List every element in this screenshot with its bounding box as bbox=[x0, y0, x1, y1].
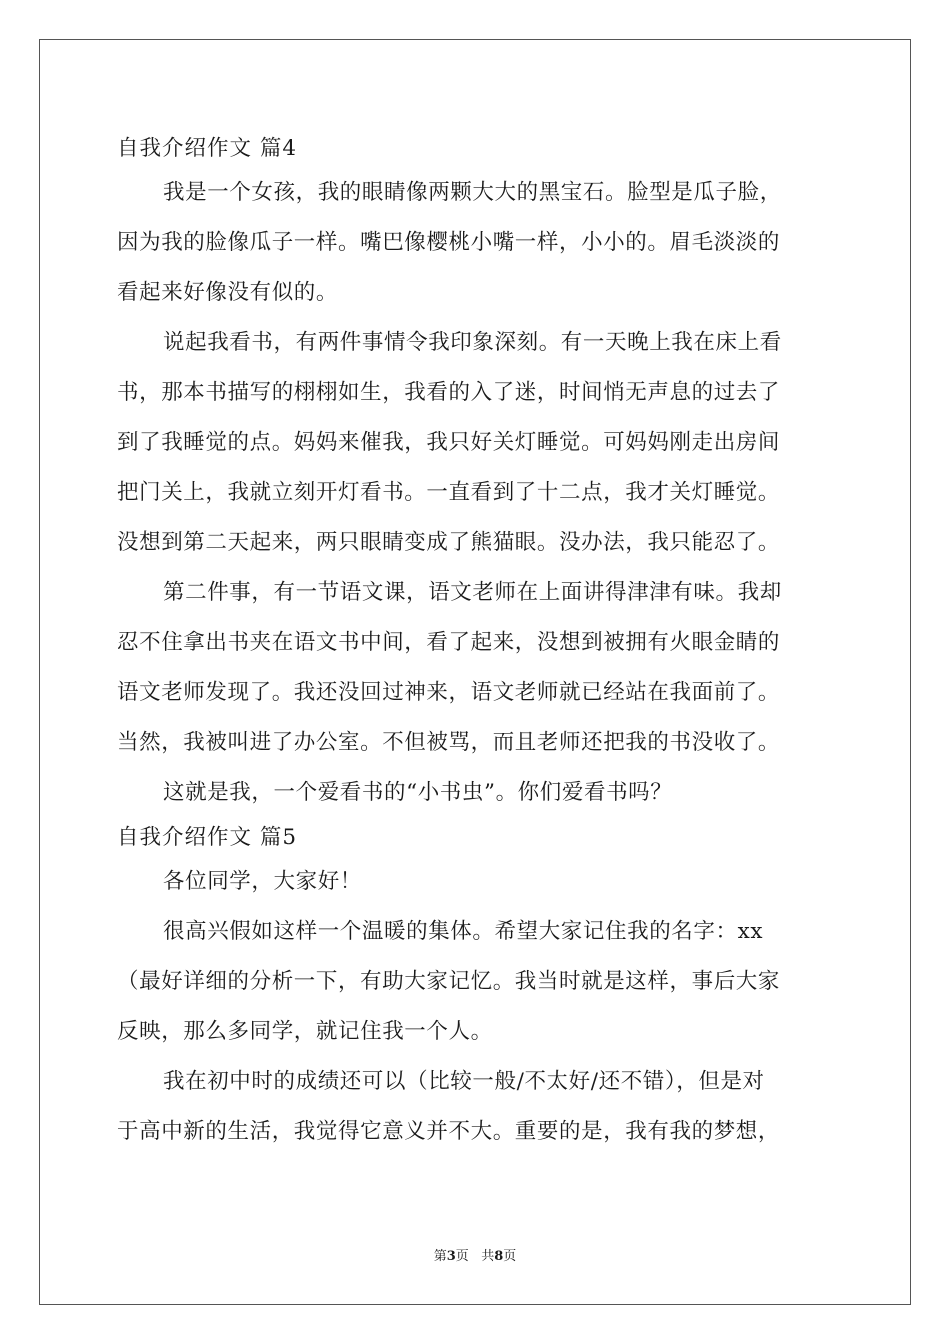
text-line: 说起我看书，有两件事情令我印象深刻。有一天晚上我在床上看 bbox=[163, 330, 782, 355]
text-line: 忍不住拿出书夹在语文书中间，看了起来，没想到被拥有火眼金睛的 bbox=[117, 630, 781, 655]
page-label-suffix: 页 bbox=[503, 1249, 517, 1264]
paragraph bbox=[117, 857, 837, 907]
text-line: （最好详细的分析一下，有助大家记忆。我当时就是这样，事后大家 bbox=[117, 969, 781, 994]
text-line: 书，那本书描写的栩栩如生，我看的入了迷，时间悄无声息的过去了 bbox=[117, 380, 781, 405]
paragraph bbox=[117, 1057, 837, 1157]
paragraph bbox=[117, 168, 837, 318]
text-line: 到了我睡觉的点。妈妈来催我，我只好关灯睡觉。可妈妈刚走出房间 bbox=[117, 430, 781, 455]
page-label-mid: 页 共 bbox=[455, 1249, 495, 1264]
text-line: 我在初中时的成绩还可以（比较一般/不太好/还不错），但是对 bbox=[163, 1069, 765, 1094]
text-line: 我是一个女孩，我的眼睛像两颗大大的黑宝石。脸型是瓜子脸， bbox=[163, 180, 782, 205]
text-line: 各位同学，大家好！ bbox=[163, 869, 362, 894]
total-page-number: 8 bbox=[494, 1249, 504, 1264]
text-line: 当然，我被叫进了办公室。不但被骂，而且老师还把我的书没收了。 bbox=[117, 730, 781, 755]
paragraph bbox=[117, 318, 837, 568]
paragraph bbox=[117, 768, 837, 818]
text-line: 因为我的脸像瓜子一样。嘴巴像樱桃小嘴一样，小小的。眉毛淡淡的 bbox=[117, 230, 781, 255]
page-footer bbox=[0, 1245, 950, 1264]
section-heading: 自我介绍作文 篇5 bbox=[117, 825, 298, 850]
document-body bbox=[117, 129, 837, 1157]
text-line: 这就是我，一个爱看书的“小书虫”。你们爱看书吗？ bbox=[163, 780, 673, 805]
paragraph bbox=[117, 907, 837, 1057]
text-line: 把门关上，我就立刻开灯看书。一直看到了十二点，我才关灯睡觉。 bbox=[117, 480, 781, 505]
section-heading: 自我介绍作文 篇4 bbox=[117, 136, 298, 161]
page-label-prefix: 第 bbox=[433, 1249, 447, 1264]
text-line: 看起来好像没有似的。 bbox=[117, 280, 339, 305]
text-line: 第二件事，有一节语文课，语文老师在上面讲得津津有味。我却 bbox=[163, 580, 782, 605]
text-line: 反映，那么多同学，就记住我一个人。 bbox=[117, 1019, 493, 1044]
paragraph bbox=[117, 568, 837, 768]
text-line: 很高兴假如这样一个温暖的集体。希望大家记住我的名字：xx bbox=[163, 919, 764, 944]
current-page-number: 3 bbox=[446, 1249, 456, 1264]
text-line: 没想到第二天起来，两只眼睛变成了熊猫眼。没办法，我只能忍了。 bbox=[117, 530, 781, 555]
text-line: 语文老师发现了。我还没回过神来，语文老师就已经站在我面前了。 bbox=[117, 680, 781, 705]
text-line: 于高中新的生活，我觉得它意义并不大。重要的是，我有我的梦想， bbox=[117, 1119, 781, 1144]
